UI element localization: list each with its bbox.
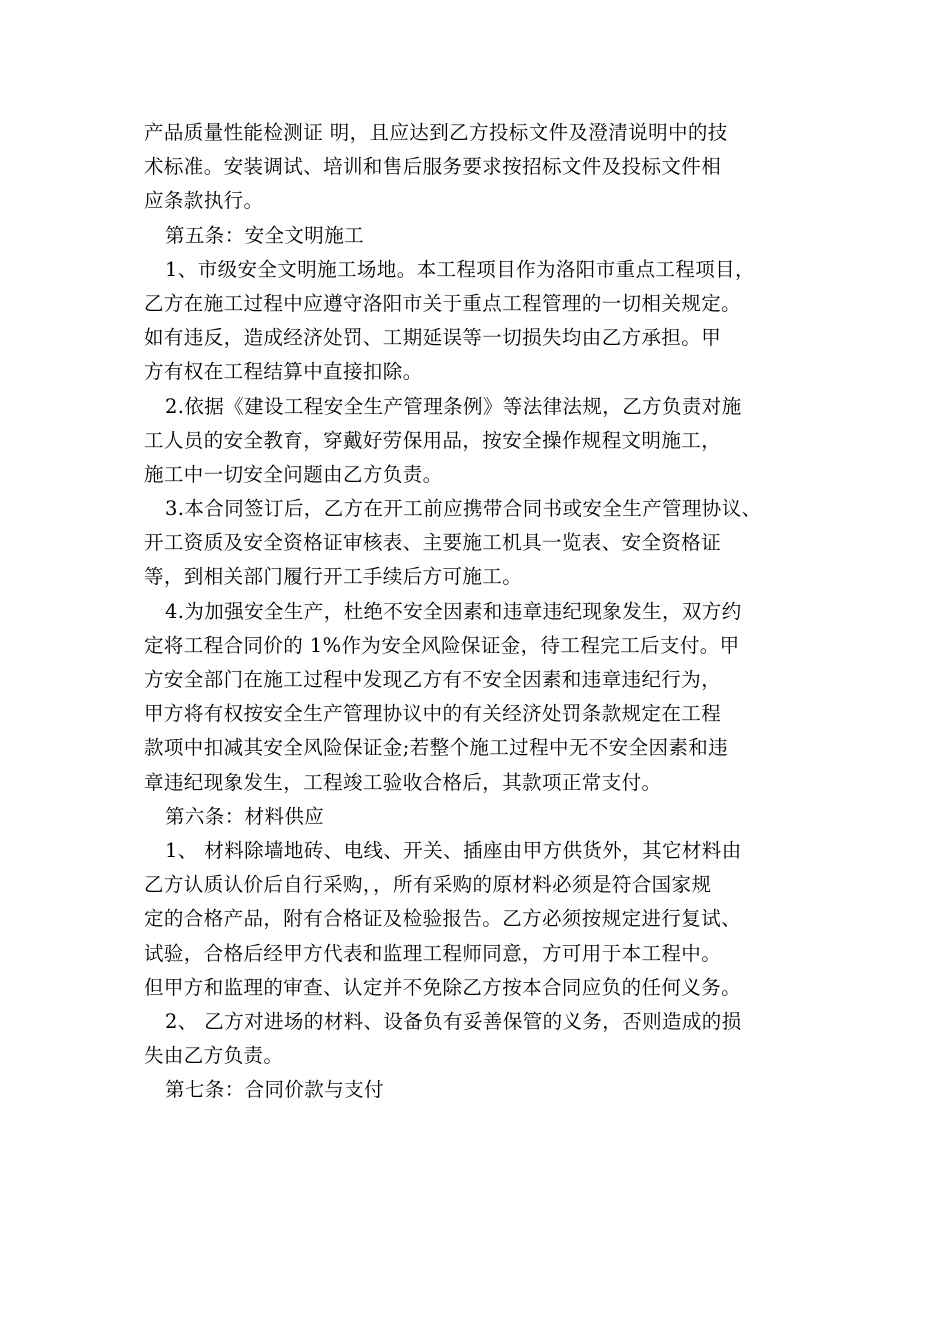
text-line: 章违纪现象发生，工程竣工验收合格后，其款项正常支付。 [144,770,662,794]
text-line: 定将工程合同价的 1%作为安全风险保证金，待工程完工后支付。甲 [144,633,740,657]
text-line: 第五条：安全文明施工 [165,223,365,247]
text-line: 甲方将有权按安全生产管理协议中的有关经济处罚条款规定在工程 [144,702,722,726]
text-line: 第七条：合同价款与支付 [165,1078,384,1102]
text-line: 但甲方和监理的审查、认定并不免除乙方按本合同应负的任何义务。 [144,975,742,999]
text-line: 试验，合格后经甲方代表和监理工程师同意，方可用于本工程中。 [144,941,722,965]
text-line: 1、市级安全文明施工场地。本工程项目作为洛阳市重点工程项目， [165,257,755,281]
text-line: 方有权在工程结算中直接扣除。 [144,360,423,384]
text-line: 施工中一切安全问题由乙方负责。 [144,462,443,486]
text-line: 2、 乙方对进场的材料、设备负有妥善保管的义务，否则造成的损 [165,1009,742,1033]
text-line: 4.为加强安全生产，杜绝不安全因素和违章违纪现象发生，双方约 [165,599,742,623]
text-line: 乙方在施工过程中应遵守洛阳市关于重点工程管理的一切相关规定。 [144,291,742,315]
text-line: 如有违反，造成经济处罚、工期延误等一切损失均由乙方承担。甲 [144,326,722,350]
contract-text-body [144,116,824,1107]
text-line: 方安全部门在施工过程中发现乙方有不安全因素和违章违纪行为， [144,668,722,691]
text-line: 款项中扣减其安全风险保证金;若整个施工过程中无不安全因素和违 [144,736,729,760]
text-line: 开工资质及安全资格证审核表、主要施工机具一览表、安全资格证 [144,531,722,555]
text-line: 等，到相关部门履行开工手续后方可施工。 [144,565,523,589]
text-line: 2.依据《建设工程安全生产管理条例》等法律法规，乙方负责对施 [165,394,742,418]
text-line: 失由乙方负责。 [144,1044,284,1068]
text-line: 工人员的安全教育，穿戴好劳保用品，按安全操作规程文明施工， [144,428,722,452]
text-line: 应条款执行。 [144,189,264,213]
text-line: 3.本合同签订后，乙方在开工前应携带合同书或安全生产管理协议、 [165,497,762,521]
text-line: 定的合格产品，附有合格证及检验报告。乙方必须按规定进行复试、 [144,907,742,931]
text-line: 乙方认质认价后自行采购，，所有采购的原材料必须是符合国家规 [144,873,712,897]
text-line: 术标准。安装调试、培训和售后服务要求按招标文件及投标文件相 [144,155,722,179]
text-line: 第六条：材料供应 [165,804,325,828]
text-line: 1、 材料除墙地砖、电线、开关、插座由甲方供货外，其它材料由 [165,838,742,862]
text-line: 产品质量性能检测证 明，且应达到乙方投标文件及澄清说明中的技 [144,121,728,144]
